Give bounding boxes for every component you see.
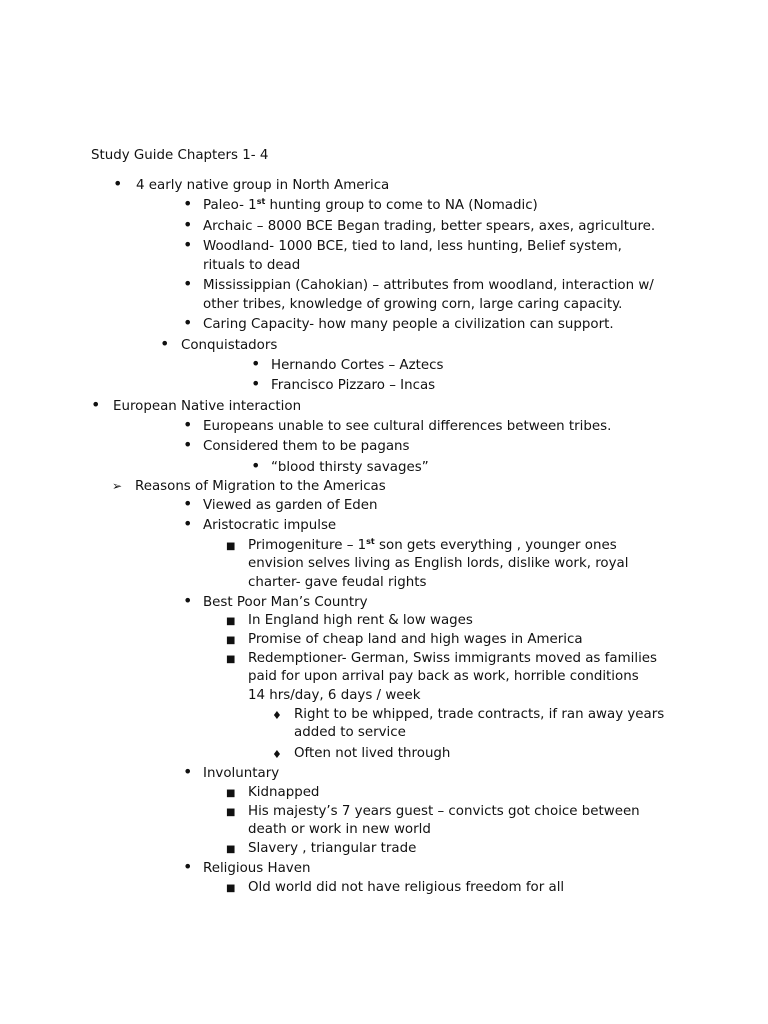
square-bullet-icon — [226, 612, 246, 631]
list-item: Francisco Pizzaro – Incas — [271, 378, 436, 393]
diamond-bullet-icon — [272, 745, 292, 764]
list-item-continuation: rituals to dead — [203, 258, 301, 273]
list-item: Involuntary — [203, 766, 280, 781]
list-item: Old world did not have religious freedom for all — [248, 880, 565, 895]
bullet-icon — [183, 313, 203, 334]
list-item: Viewed as garden of Eden — [203, 498, 378, 513]
list-item-continuation: death or work in new world — [248, 822, 431, 837]
bullet-icon — [183, 494, 203, 515]
list-item: “blood thirsty savages” — [271, 460, 429, 475]
list-item: Right to be whipped, trade contracts, if ran away years — [294, 707, 665, 722]
list-item: Reasons of Migration to the Americas — [135, 479, 386, 494]
bullet-icon — [183, 514, 203, 535]
list-item: Primogeniture – 1st son gets everything , younger ones — [248, 537, 617, 553]
list-item: In England high rent & low wages — [248, 613, 473, 628]
bullet-icon — [183, 235, 203, 256]
list-item: Slavery , triangular trade — [248, 841, 417, 856]
bullet-icon — [183, 591, 203, 612]
list-item-continuation: envision selves living as English lords, dislike work, royal — [248, 556, 629, 571]
bullet-icon — [183, 762, 203, 783]
list-item: 4 early native group in North America — [136, 178, 390, 193]
bullet-icon — [160, 334, 180, 355]
list-item: Best Poor Man’s Country — [203, 595, 368, 610]
bullet-icon — [183, 215, 203, 236]
list-item: His majesty’s 7 years guest – convicts got choice between — [248, 804, 640, 819]
bullet-icon — [183, 415, 203, 436]
square-bullet-icon — [226, 803, 246, 822]
list-item: Redemptioner- German, Swiss immigrants moved as families — [248, 651, 658, 666]
square-bullet-icon — [226, 784, 246, 803]
list-item: Often not lived through — [294, 746, 451, 761]
bullet-icon — [91, 395, 111, 416]
bullet-icon — [183, 857, 203, 878]
arrow-bullet-icon — [112, 477, 132, 496]
list-item-continuation: 14 hrs/day, 6 days / week — [248, 688, 421, 703]
bullet-icon — [113, 174, 133, 195]
list-item-continuation: charter- gave feudal rights — [248, 575, 427, 590]
page-title: Study Guide Chapters 1- 4 — [91, 148, 269, 163]
list-item: Considered them to be pagans — [203, 439, 410, 454]
list-item-continuation: other tribes, knowledge of growing corn, large caring capacity. — [203, 297, 623, 312]
bullet-icon — [183, 274, 203, 295]
square-bullet-icon — [226, 631, 246, 650]
square-bullet-icon — [226, 879, 246, 898]
list-item-continuation: added to service — [294, 725, 406, 740]
list-item: Archaic – 8000 BCE Began trading, better spears, axes, agriculture. — [203, 219, 656, 234]
list-item: European Native interaction — [113, 399, 302, 414]
list-item: Religious Haven — [203, 861, 311, 876]
list-item: Aristocratic impulse — [203, 518, 337, 533]
list-item: Kidnapped — [248, 785, 320, 800]
bullet-icon — [251, 456, 271, 477]
list-item: Promise of cheap land and high wages in America — [248, 632, 583, 647]
list-item: Europeans unable to see cultural differences between tribes. — [203, 419, 612, 434]
list-item: Paleo- 1st hunting group to come to NA (Nomadic) — [203, 197, 538, 213]
list-item: Caring Capacity- how many people a civilization can support. — [203, 317, 614, 332]
list-item: Hernando Cortes – Aztecs — [271, 358, 444, 373]
bullet-icon — [251, 354, 271, 375]
square-bullet-icon — [226, 537, 246, 556]
square-bullet-icon — [226, 650, 246, 669]
bullet-icon — [183, 194, 203, 215]
list-item: Mississippian (Cahokian) – attributes from woodland, interaction w/ — [203, 278, 654, 293]
list-item: Conquistadors — [181, 338, 278, 353]
list-item: Woodland- 1000 BCE, tied to land, less hunting, Belief system, — [203, 239, 622, 254]
bullet-icon — [183, 435, 203, 456]
list-item-continuation: paid for upon arrival pay back as work, horrible conditions — [248, 669, 639, 684]
diamond-bullet-icon — [272, 706, 292, 725]
bullet-icon — [251, 374, 271, 395]
square-bullet-icon — [226, 840, 246, 859]
